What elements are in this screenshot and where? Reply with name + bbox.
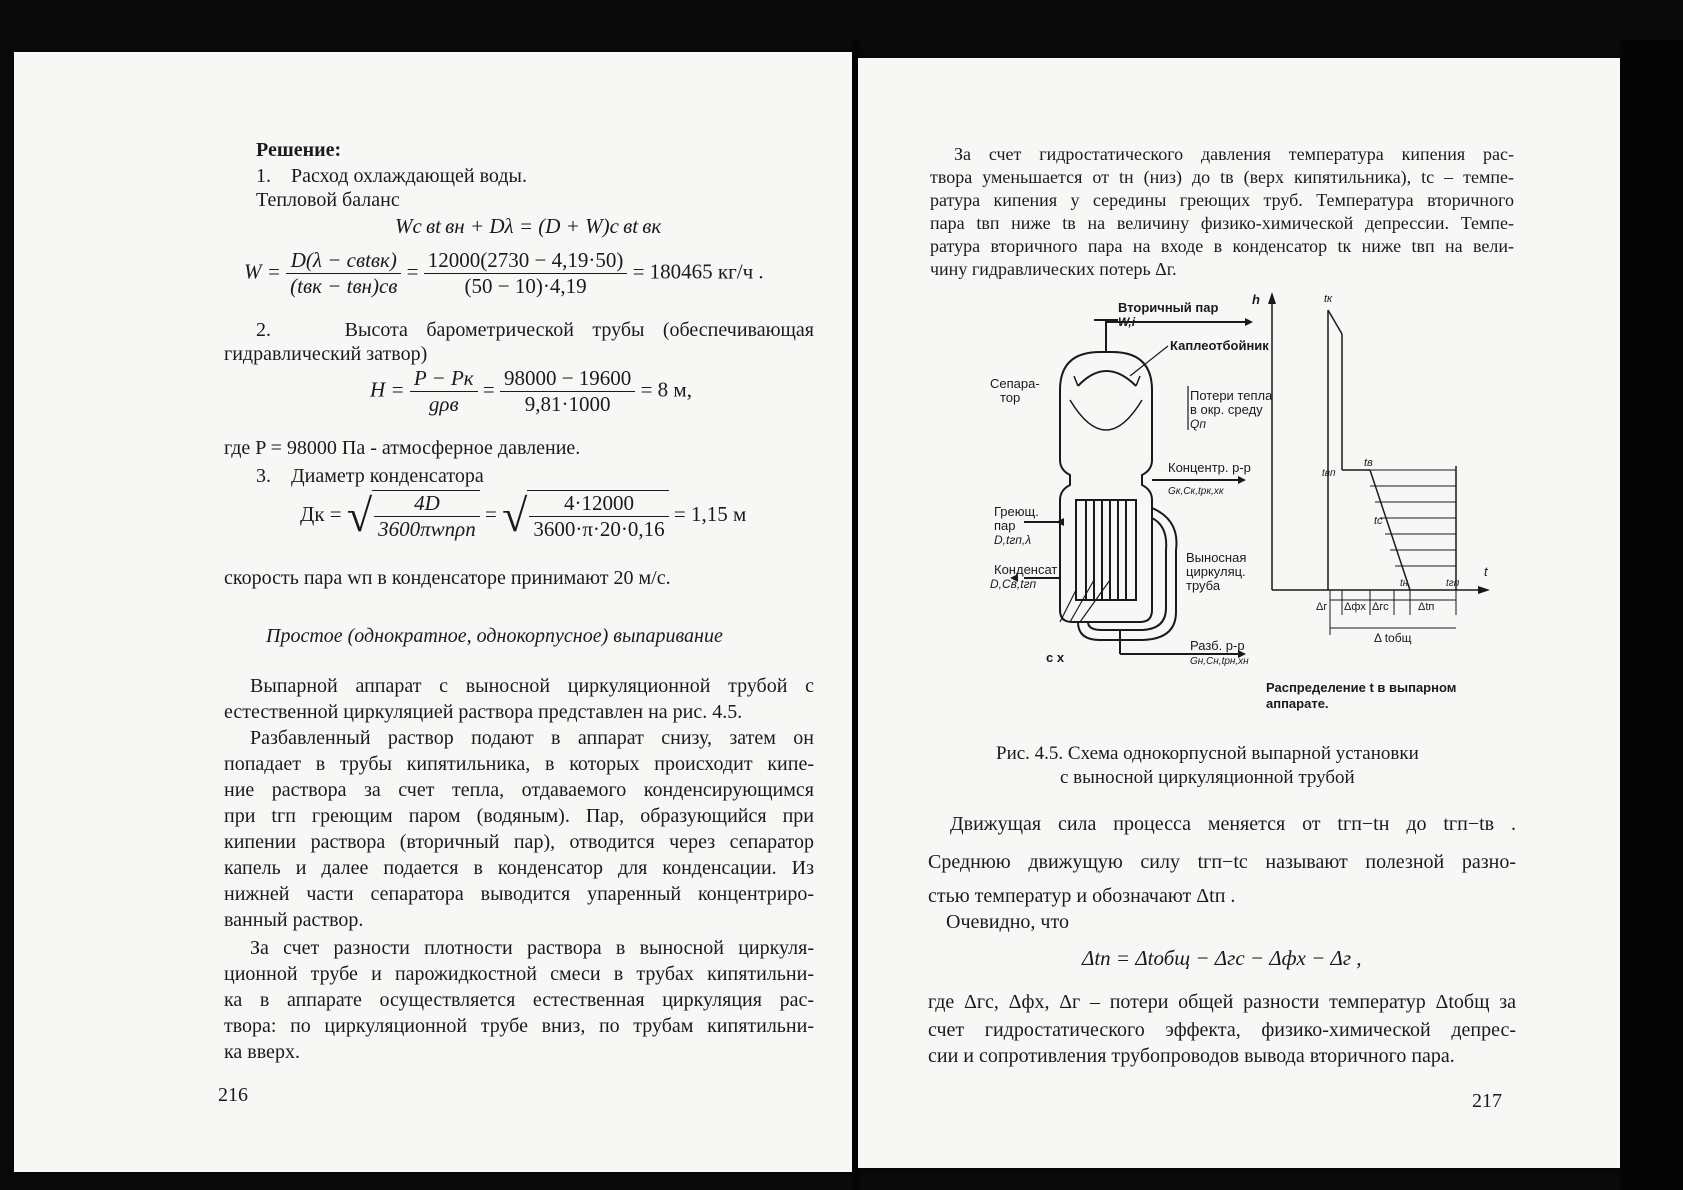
top-para-line-3: ратура кипения у середины греющих труб. Температура вторичного — [930, 190, 1514, 210]
heat-balance-label: Тепловой баланс — [256, 189, 400, 211]
obviously-label: Очевидно, что — [946, 911, 1069, 933]
step-2-line-2: гидравлический затвор) — [224, 343, 428, 365]
dist-caption-1: Распределение t в выпарном — [1266, 680, 1457, 695]
figure-caption-line-2: с выносной циркуляционной трубой — [1060, 767, 1355, 788]
step-3-title: 3. Диаметр конденсатора — [256, 465, 484, 487]
para2-line-3: ние раствора за счет тепла, отдаваемого конденсирующимся — [224, 779, 814, 801]
top-para-line-6: чину гидравлических потерь Δг. — [930, 259, 1177, 279]
dist-caption-2: аппарате. — [1266, 696, 1329, 711]
para2-line-5: кипении раствора (вторичный пар), отводится через сепаратор — [224, 831, 814, 853]
bottom-para2-line-3: сии и сопротивления трубопроводов вывода вторичного пара. — [928, 1045, 1455, 1067]
label-heat-loss-3: Qп — [1190, 417, 1206, 431]
label-heat-loss-2: в окр. среду — [1190, 402, 1263, 417]
delta-equation: Δtп = Δtобщ − Δгс − Δфх − Δг , — [1082, 946, 1362, 970]
para3-line-3: ка в аппарате осуществляется естественная циркуляция рас- — [224, 989, 814, 1011]
label-concentrate-2: Gк,Cк,tрк,xк — [1168, 486, 1224, 497]
label-dilute-1: Разб. р-р — [1190, 638, 1245, 653]
label-secondary-steam: Вторичный пар — [1118, 300, 1219, 315]
label-heating-2: пар — [994, 518, 1016, 533]
label-tgp: tгп — [1446, 578, 1460, 589]
label-tk: tк — [1324, 293, 1333, 305]
label-heat-loss-1: Потери тепла — [1190, 388, 1273, 403]
top-para-line-2: твора уменьшается от tн (низ) до tв (верх кипятильника), tс – темпе- — [930, 167, 1514, 187]
eq-w-result: = 180465 кг/ч . — [632, 259, 764, 284]
top-para-line-4: пара tвп ниже tв на величину физико-химической депрессии. Темпе- — [930, 213, 1514, 233]
right-edge-shadow — [1620, 40, 1683, 1190]
bottom-para2-line-2: счет гидростатического эффекта, физико-химической депрес- — [928, 1019, 1516, 1041]
page-number-right: 217 — [1472, 1090, 1502, 1112]
label-tn: tн — [1400, 578, 1409, 589]
label-droplet-separator: Каплеотбойник — [1170, 338, 1269, 353]
axis-t-label: t — [1484, 564, 1488, 579]
eq-w-fraction-symbolic: $\frac{\text{D(λ − cвtвк)}}{\text{(tвк − tвн)cв}}$ — [286, 248, 401, 299]
label-cx: с х — [1046, 650, 1065, 665]
label-heating-3: D,tгп,λ — [994, 533, 1032, 547]
evaporator-diagram — [990, 290, 1510, 720]
label-tc: tс — [1374, 515, 1383, 527]
para1-line-2: естественной циркуляцией раствора представлен на рис. 4.5. — [224, 701, 743, 723]
steam-speed-note: скорость пара wп в конденсаторе принимают 20 м/с. — [224, 567, 671, 589]
droplet-separator-arc — [1078, 371, 1136, 386]
bottom-para-line-1: Движущая сила процесса меняется от tгп−tн до tгп−tв . — [950, 813, 1516, 835]
label-delta-tp: Δtп — [1418, 601, 1435, 613]
solution-heading: Решение: — [256, 139, 342, 161]
heat-balance-equation: Wc вt вн + Dλ = (D + W)c вt вк — [395, 214, 662, 238]
para1-line-1: Выпарной аппарат с выносной циркуляционной трубой с — [250, 675, 814, 697]
label-concentrate-1: Концентр. р-р — [1168, 460, 1251, 475]
para3-line-2: ционной трубе и парожидкостной смеси в трубах кипятильни- — [224, 963, 814, 985]
label-tv: tв — [1364, 457, 1373, 469]
para2-line-7: нижней части сепаратора выводится упаренный концентриро- — [224, 883, 814, 905]
para3-line-4: твора: по циркуляционной трубе вниз, по трубам кипятильни- — [224, 1015, 814, 1037]
label-delta-total: Δ tобщ — [1374, 631, 1412, 645]
bottom-para-line-2: Среднюю движущую силу tгп−tс называют полезной разно- — [928, 851, 1516, 873]
label-delta-fx: Δфх — [1344, 601, 1366, 613]
para2-line-8: ванный раствор. — [224, 909, 364, 931]
label-condensate-2: D,Cв,tгп — [990, 577, 1037, 591]
para2-line-4: при tгп греющим паром (водяным). Пар, образующийся при — [224, 805, 814, 827]
label-separator-1: Сепара- — [990, 376, 1040, 391]
label-condensate-1: Конденсат — [994, 562, 1058, 577]
top-para-line-5: ратура вторичного пара на входе в конденсатор tк ниже tвп на вели- — [930, 236, 1514, 256]
separator-vessel — [1060, 352, 1152, 622]
step-2-line-1: 2. Высота барометрической трубы (обеспечивающая — [256, 319, 814, 341]
para2-line-6: капель и далее подается в конденсатор для конденсации. Из — [224, 857, 814, 879]
pressure-note: где P = 98000 Па - атмосферное давление. — [224, 437, 581, 459]
water-flow-equation: W = $\frac{\text{D(λ − cвtвк)}}{\text{(tвк − tвн)cв}}$ = $\frac{12000(2730 - 4,19\cdot 50)}{(50 - 10)\cdot 4,19}$ = 180465 кг/ч . — [244, 248, 764, 298]
bottom-para-line-3: стью температур и обозначают Δtп . — [928, 885, 1236, 907]
barometric-height-equation: H = $\frac{P - Pк}{\text{gρв}}$ = $\frac{98000 - 19600}{9,81\cdot 1000}$ = 8 м, — [370, 366, 692, 416]
label-tvp: tвп — [1322, 468, 1336, 479]
label-delta-g: Δг — [1316, 601, 1328, 613]
eq-w-fraction-numeric: $\frac{12000(2730 - 4,19\cdot 50)}{(50 - 10)\cdot 4,19}$ — [424, 248, 628, 299]
para3-line-1: За счет разности плотности раствора в выносной циркуля- — [250, 937, 814, 959]
top-para-line-1: За счет гидростатического давления температура кипения рас- — [954, 144, 1514, 164]
page-number-left: 216 — [218, 1084, 248, 1106]
figure-caption-line-1: Рис. 4.5. Схема однокорпусной выпарной установки — [996, 743, 1419, 764]
para3-line-5: ка вверх. — [224, 1041, 300, 1063]
axis-h-label: h — [1252, 292, 1260, 307]
condenser-diameter-equation: Дк = √ $\frac{4D}{\text{3600πwпρп}}$ = √ $\frac{4\cdot 12000}{3600\cdot\pi\cdot 20\cdot 0,16}$ = 1,15 м — [300, 490, 747, 541]
para2-line-1: Разбавленный раствор подают в аппарат снизу, затем он — [250, 727, 814, 749]
label-heating-1: Греющ. — [994, 504, 1039, 519]
label-dilute-2: Gн,Cн,tрн,xн — [1190, 656, 1249, 667]
label-secondary-steam-sub: W,i — [1118, 315, 1136, 329]
eq-w-lhs: W = — [244, 259, 281, 284]
step-1-title: 1. Расход охлаждающей воды. — [256, 165, 527, 187]
label-remote-1: Выносная — [1186, 550, 1247, 565]
bottom-para2-line-1: где Δгс, Δфх, Δг – потери общей разности температур Δtобщ за — [928, 991, 1516, 1013]
label-delta-gs: Δгс — [1372, 601, 1389, 613]
label-remote-2: циркуляц. — [1186, 564, 1246, 579]
label-remote-3: труба — [1186, 578, 1221, 593]
section-title: Простое (однократное, однокорпусное) выпаривание — [266, 625, 723, 647]
label-separator-2: тор — [1000, 390, 1021, 405]
para2-line-2: попадает в трубы кипятильника, в которых происходит кипе- — [224, 753, 814, 775]
